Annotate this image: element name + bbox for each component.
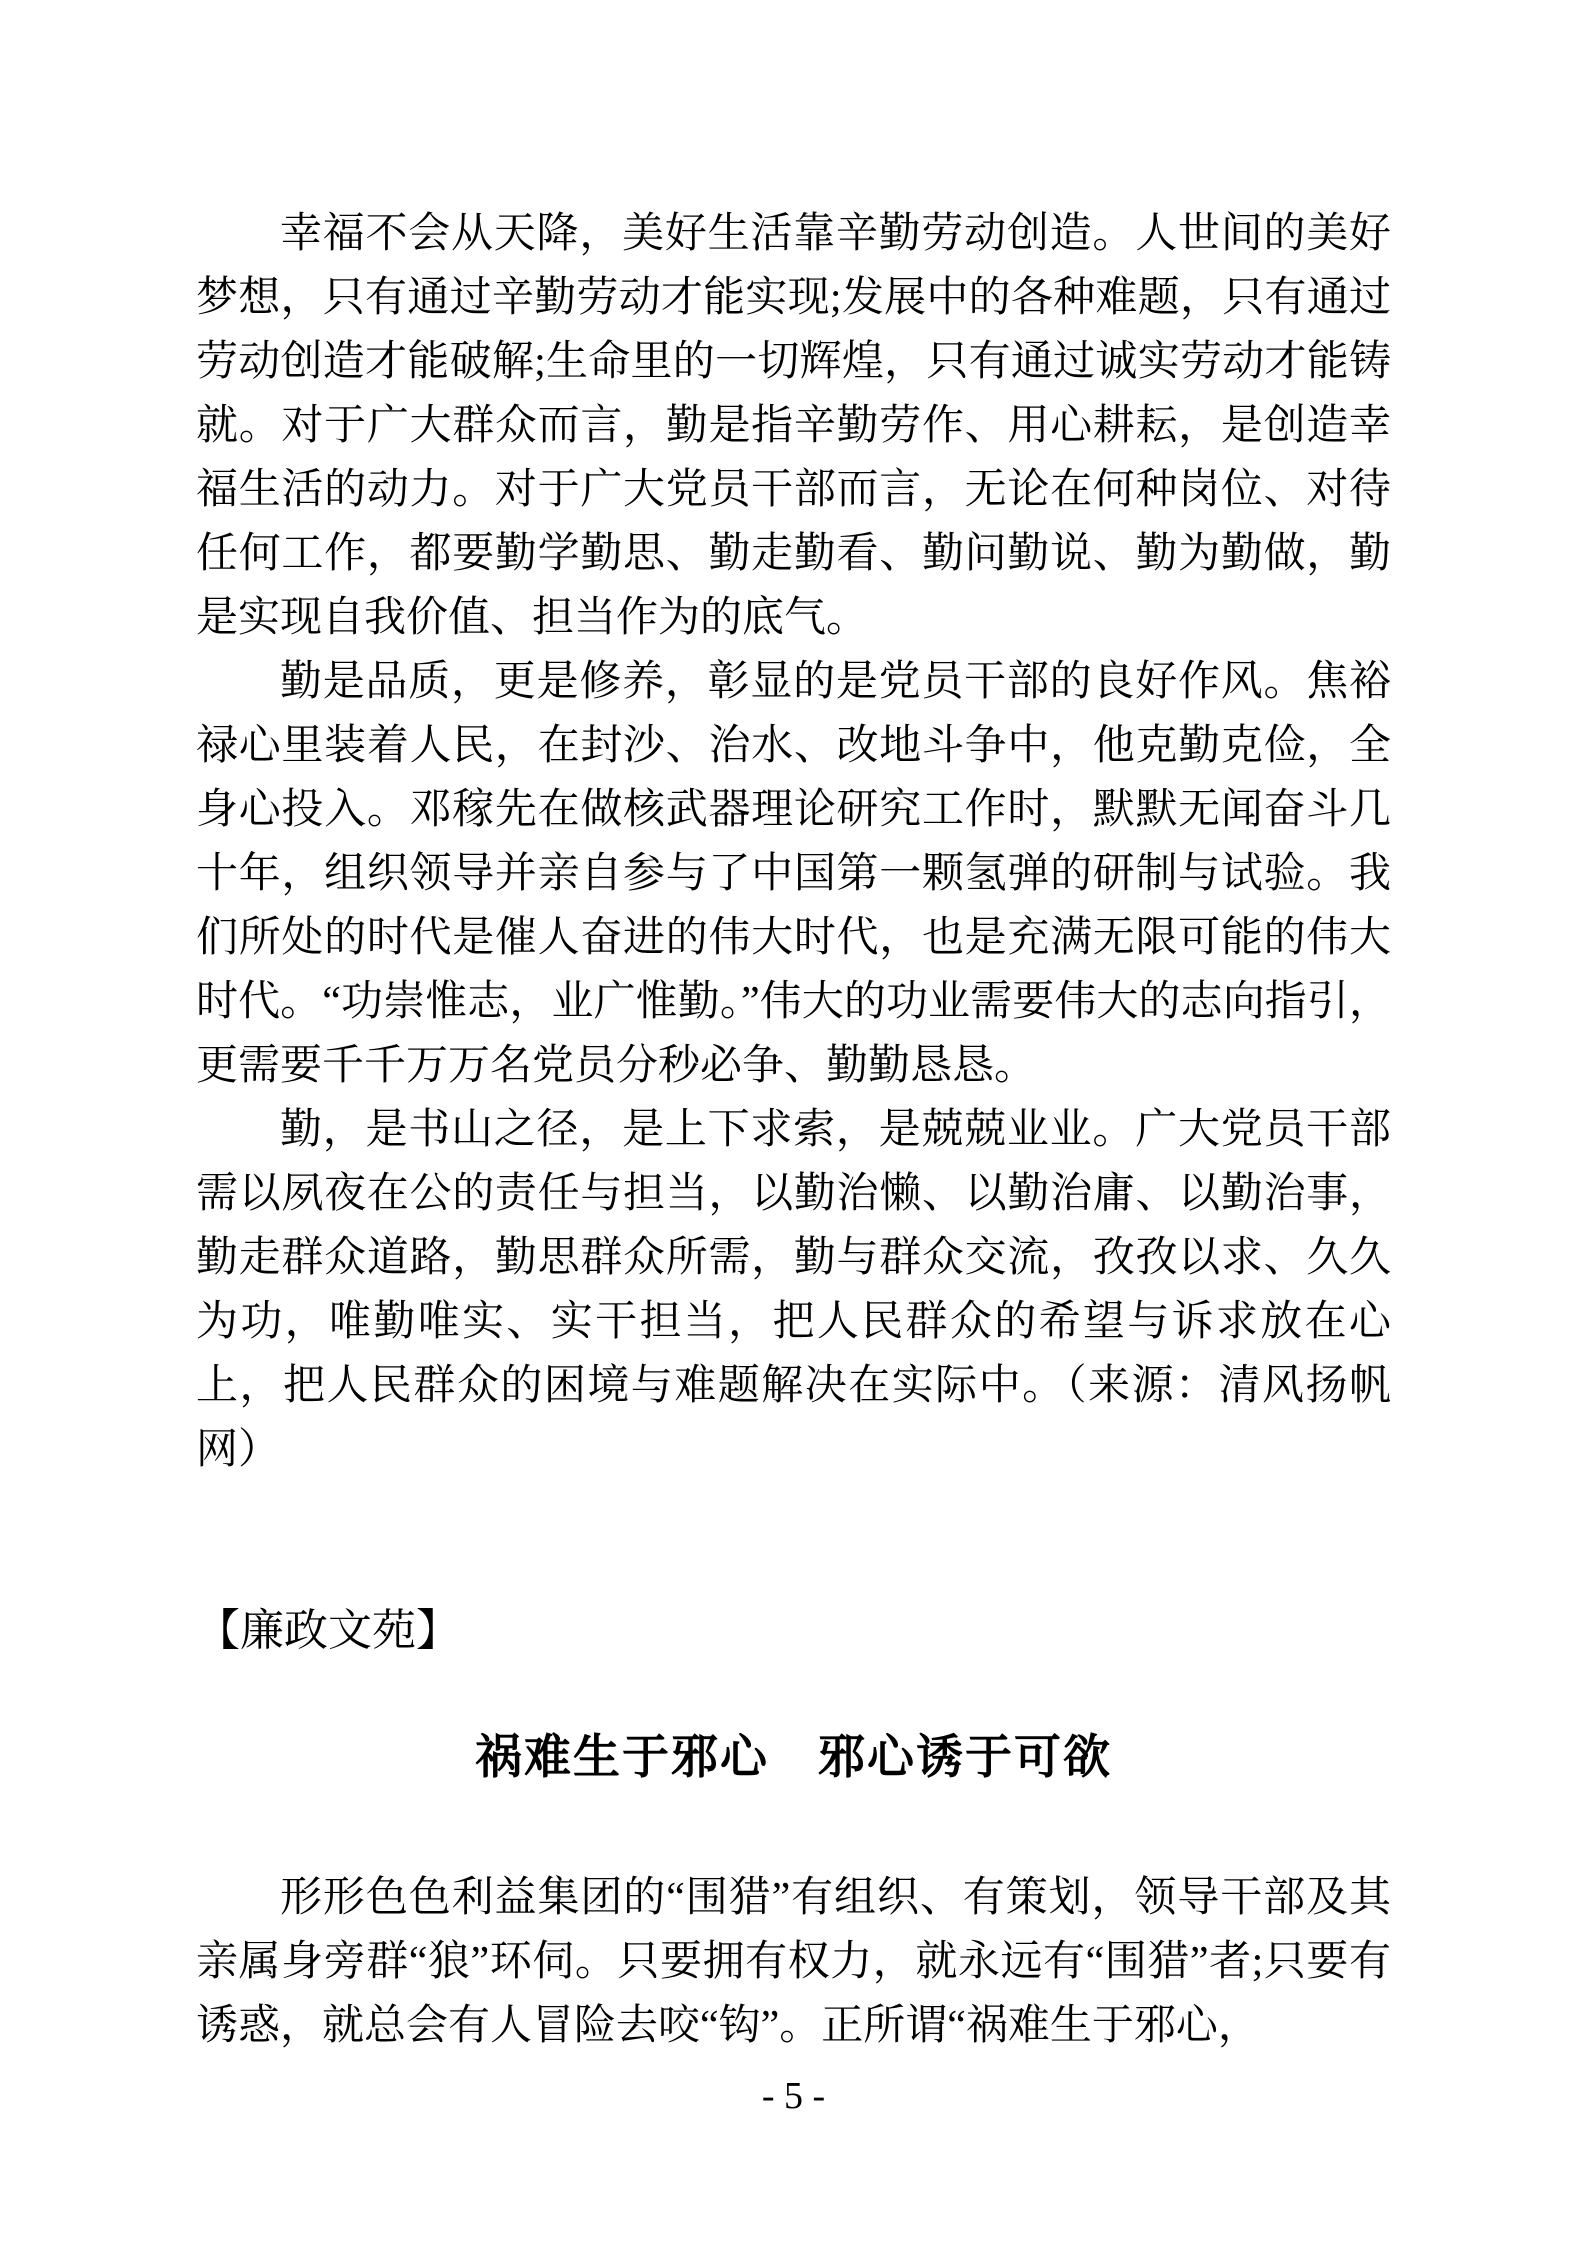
page-footer: [0, 2072, 1587, 2120]
paragraph-article-opening: 形形色色利益集团的“围猎”有组织、有策划，领导干部及其亲属身旁群“狼”环伺。只要拥有权力，就永远有“围猎”者;只要有诱惑，就总会有人冒险去咬“钩”。正所谓“祸难生于邪心，: [196, 1875, 1391, 2049]
page-number: - 5 -: [761, 2075, 826, 2117]
paragraph-happiness-through-labor: 幸福不会从天降，美好生活靠辛勤劳动创造。人世间的美好梦想，只有通过辛勤劳动才能实现;发展中的各种难题，只有通过劳动创造才能破解;生命里的一切辉煌，只有通过诚实劳动才能铸就。对于广大群众而言，勤是指辛勤劳作、用心耕耘，是创造幸福生活的动力。对于广大党员干部而言，无论在何种岗位、对待任何工作，都要勤学勤思、勤走勤看、勤问勤说、勤为勤做，勤是实现自我价值、担当作为的底气。: [196, 211, 1391, 641]
article-title: 祸难生于邪心 邪心诱于可欲: [475, 1732, 1112, 1784]
body-text: [196, 202, 1391, 1482]
paragraph-diligence-as-quality: 勤是品质，更是修养，彰显的是党员干部的良好作风。焦裕禄心里装着人民，在封沙、治水、改地斗争中，他克勤克俭，全身心投入。邓稼先在做核武器理论研究工作时，默默无闻奋斗几十年，组织领导并亲自参与了中国第一颗氢弹的研制与试验。我们所处的时代是催人奋进的伟大时代，也是充满无限可能的伟大时代。“功崇惟志，业广惟勤。”伟大的功业需要伟大的志向指引，更需要千千万万名党员分秒必争、勤勤恳恳。: [196, 659, 1391, 1089]
paragraph-diligence-as-path: 勤，是书山之径，是上下求索，是兢兢业业。广大党员干部需以夙夜在公的责任与担当，以勤治懒、以勤治庸、以勤治事，勤走群众道路，勤思群众所需，勤与群众交流，孜孜以求、久久为功，唯勤唯实、实干担当，把人民群众的希望与诉求放在心上，把人民群众的困境与难题解决在实际中。（来源：清风扬帆网）: [196, 1107, 1391, 1473]
section-header-lianzheng-wenyuan: 【廉政文苑】: [196, 1606, 460, 1655]
article-body: [196, 1866, 1391, 2058]
